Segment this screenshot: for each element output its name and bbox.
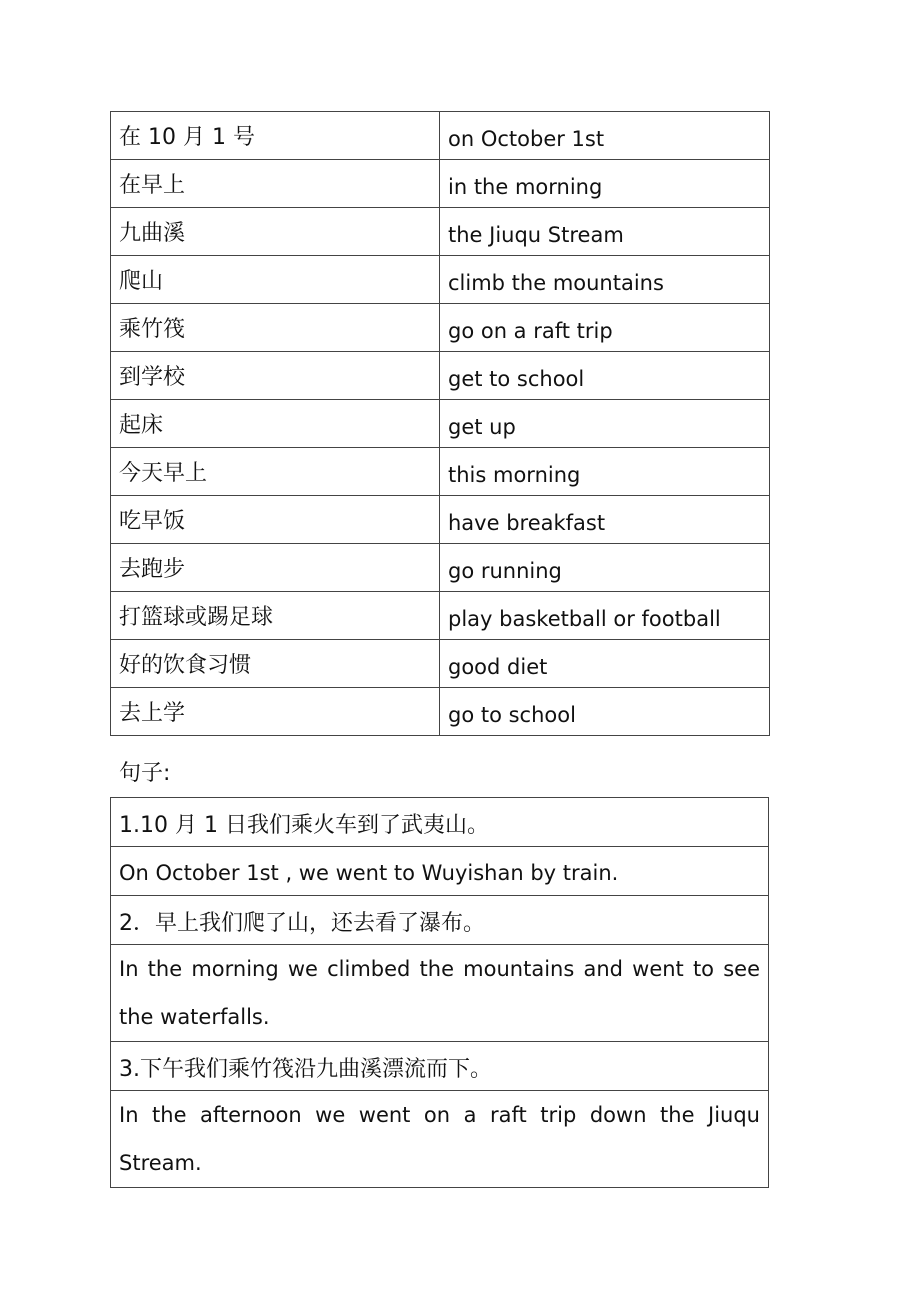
- vocab-english: go to school: [440, 688, 770, 736]
- vocab-english: go on a raft trip: [440, 304, 770, 352]
- table-row: [111, 847, 769, 896]
- vocab-chinese: 打篮球或踢足球: [111, 592, 440, 640]
- table-row: [111, 208, 770, 256]
- sentence-english: In the morning we climbed the mountains and went to see the waterfalls.: [111, 945, 769, 1042]
- vocab-chinese: 爬山: [111, 256, 440, 304]
- table-row: [111, 544, 770, 592]
- table-row: [111, 688, 770, 736]
- table-row: [111, 1042, 769, 1091]
- table-row: [111, 304, 770, 352]
- vocab-chinese: 吃早饭: [111, 496, 440, 544]
- vocab-chinese: 去跑步: [111, 544, 440, 592]
- vocab-english: get to school: [440, 352, 770, 400]
- vocab-english: play basketball or football: [440, 592, 770, 640]
- vocab-chinese: 今天早上: [111, 448, 440, 496]
- vocab-english: have breakfast: [440, 496, 770, 544]
- sentence-english: On October 1st , we went to Wuyishan by train.: [111, 847, 769, 896]
- vocabulary-table: [110, 111, 770, 736]
- sentence-chinese: 1.10 月 1 日我们乘火车到了武夷山。: [111, 798, 769, 847]
- vocab-english: the Jiuqu Stream: [440, 208, 770, 256]
- table-row: [111, 592, 770, 640]
- sentence-english: In the afternoon we went on a raft trip down the Jiuqu Stream.: [111, 1091, 769, 1188]
- vocab-english: good diet: [440, 640, 770, 688]
- vocab-chinese: 好的饮食习惯: [111, 640, 440, 688]
- vocab-chinese: 乘竹筏: [111, 304, 440, 352]
- table-row: [111, 448, 770, 496]
- table-row: [111, 496, 770, 544]
- vocab-english: climb the mountains: [440, 256, 770, 304]
- table-row: [111, 352, 770, 400]
- table-row: [111, 1091, 769, 1188]
- table-row: [111, 945, 769, 1042]
- vocab-english: get up: [440, 400, 770, 448]
- table-row: [111, 112, 770, 160]
- vocab-english: this morning: [440, 448, 770, 496]
- vocab-chinese: 在早上: [111, 160, 440, 208]
- table-row: [111, 896, 769, 945]
- sentence-chinese: 2．早上我们爬了山，还去看了瀑布。: [111, 896, 769, 945]
- sentences-heading: 句子:: [119, 761, 171, 786]
- vocab-english: in the morning: [440, 160, 770, 208]
- sentences-table: [110, 797, 769, 1188]
- table-row: [111, 798, 769, 847]
- table-row: [111, 256, 770, 304]
- table-row: [111, 640, 770, 688]
- table-row: [111, 400, 770, 448]
- vocab-english: on October 1st: [440, 112, 770, 160]
- vocab-chinese: 九曲溪: [111, 208, 440, 256]
- vocab-english: go running: [440, 544, 770, 592]
- sentence-chinese: 3.下午我们乘竹筏沿九曲溪漂流而下。: [111, 1042, 769, 1091]
- vocab-chinese: 到学校: [111, 352, 440, 400]
- vocab-chinese: 去上学: [111, 688, 440, 736]
- vocab-chinese: 起床: [111, 400, 440, 448]
- table-row: [111, 160, 770, 208]
- vocab-chinese: 在 10 月 1 号: [111, 112, 440, 160]
